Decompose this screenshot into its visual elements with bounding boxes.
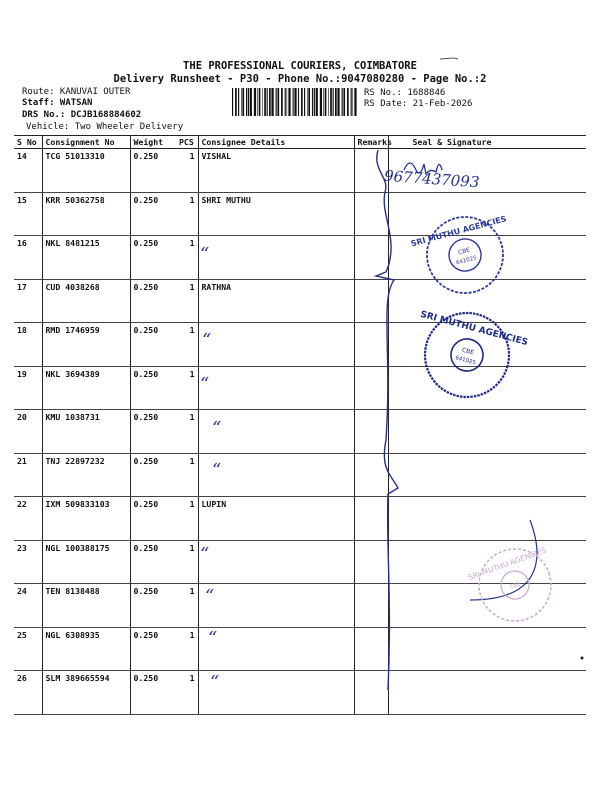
- row-consignee: VISHAL: [198, 149, 354, 193]
- col-consignee: Consignee Details: [198, 136, 354, 149]
- row-pcs: 1: [176, 192, 198, 236]
- row-remarks: [354, 279, 388, 323]
- stamp-1-name: SRI MUTHU AGENCIES: [409, 214, 508, 249]
- row-remarks: [354, 453, 388, 497]
- barcode-bar: [254, 88, 256, 116]
- row-seal: [388, 627, 586, 671]
- rs-date: RS Date: 21-Feb-2026: [364, 99, 473, 109]
- row-remarks: [354, 540, 388, 584]
- col-seal: Seal & Signature: [388, 136, 586, 149]
- barcode-bar: [312, 88, 313, 116]
- barcode: [232, 88, 357, 116]
- drs-label: DRS No.: DCJB168884602: [22, 110, 142, 120]
- barcode-bar: [330, 88, 332, 116]
- row-remarks: [354, 671, 388, 715]
- barcode-bar: [351, 88, 352, 116]
- row-pcs: 1: [176, 540, 198, 584]
- row-seal: [388, 671, 586, 715]
- barcode-bar: [307, 88, 308, 116]
- row-seal: [388, 497, 586, 541]
- row-consignment-no: NGL 6308935: [42, 627, 130, 671]
- row-consignment-no: SLM 389665594: [42, 671, 130, 715]
- row-weight: 0.250: [130, 410, 176, 454]
- row-pcs: 1: [176, 366, 198, 410]
- barcode-bar: [248, 88, 249, 116]
- row-weight: 0.250: [130, 323, 176, 367]
- row-remarks: [354, 149, 388, 193]
- ditto-mark: “: [212, 418, 222, 439]
- row-consignment-no: NGL 100388175: [42, 540, 130, 584]
- ditto-mark: “: [200, 374, 210, 395]
- ditto-mark: “: [200, 544, 210, 565]
- row-consignee: SHRI MUTHU: [198, 192, 354, 236]
- barcode-bar: [314, 88, 315, 116]
- row-sno: 26: [14, 671, 42, 715]
- barcode-bar: [264, 88, 266, 116]
- barcode-bar: [342, 88, 343, 116]
- barcode-bar: [271, 88, 273, 116]
- ditto-mark: “: [212, 460, 222, 481]
- row-sno: 20: [14, 410, 42, 454]
- table-header-row: [14, 136, 586, 149]
- handwritten-phone: 9677437093: [383, 166, 480, 192]
- table-row: [14, 671, 586, 715]
- row-consignment-no: CUD 4038268: [42, 279, 130, 323]
- table-row: [14, 236, 586, 280]
- staff-label: Staff: WATSAN: [22, 98, 93, 108]
- barcode-bar: [328, 88, 329, 116]
- barcode-bar: [354, 88, 356, 116]
- barcode-bar: [257, 88, 258, 116]
- stamp-2-name: SRI MUTHU AGENCIES: [419, 309, 529, 349]
- col-pcs: PCS: [176, 136, 198, 149]
- row-consignee: [198, 627, 354, 671]
- stamp-2-place: CBE: [461, 346, 475, 357]
- barcode-bar: [352, 88, 353, 116]
- company-title: THE PROFESSIONAL COURIERS, COIMBATORE: [183, 60, 417, 72]
- route-label: Route: KANUVAI OUTER: [22, 87, 131, 97]
- barcode-bar: [323, 88, 324, 116]
- row-seal: [388, 453, 586, 497]
- table-row: [14, 497, 586, 541]
- row-consignee: LUPIN: [198, 497, 354, 541]
- stamp-1-place: CBE: [457, 246, 471, 257]
- barcode-bar: [250, 88, 252, 116]
- row-consignee: [198, 323, 354, 367]
- row-sno: 25: [14, 627, 42, 671]
- row-pcs: 1: [176, 149, 198, 193]
- barcode-bar: [287, 88, 288, 116]
- row-weight: 0.250: [130, 279, 176, 323]
- col-consignment: Consignment No: [42, 136, 130, 149]
- row-pcs: 1: [176, 279, 198, 323]
- barcode-bar: [241, 88, 242, 116]
- barcode-bar: [343, 88, 345, 116]
- barcode-bar: [269, 88, 271, 116]
- ditto-mark: “: [208, 628, 218, 649]
- runsheet-subtitle: Delivery Runsheet - P30 - Phone No.:9047080280 - Page No.:2: [113, 73, 487, 85]
- row-sno: 17: [14, 279, 42, 323]
- row-weight: 0.250: [130, 497, 176, 541]
- row-consignee: [198, 453, 354, 497]
- ditto-mark: “: [205, 586, 215, 607]
- table-row: [14, 323, 586, 367]
- row-sno: 19: [14, 366, 42, 410]
- row-remarks: [354, 410, 388, 454]
- row-sno: 21: [14, 453, 42, 497]
- col-weight: Weight: [130, 136, 176, 149]
- barcode-bar: [294, 88, 296, 116]
- barcode-bar: [232, 88, 233, 116]
- table-row: [14, 366, 586, 410]
- row-remarks: [354, 627, 388, 671]
- table-row: [14, 627, 586, 671]
- row-consignment-no: KRR 50362758: [42, 192, 130, 236]
- barcode-bar: [333, 88, 334, 116]
- barcode-bar: [301, 88, 303, 116]
- barcode-bar: [276, 88, 277, 116]
- table-row: [14, 584, 586, 628]
- barcode-bar: [316, 88, 318, 116]
- row-remarks: [354, 323, 388, 367]
- barcode-bar: [238, 88, 239, 116]
- barcode-bar: [242, 88, 244, 116]
- row-seal: [388, 584, 586, 628]
- row-weight: 0.250: [130, 627, 176, 671]
- row-seal: [388, 323, 586, 367]
- table-row: [14, 410, 586, 454]
- row-consignment-no: KMU 1038731: [42, 410, 130, 454]
- table-row: [14, 192, 586, 236]
- row-remarks: [354, 584, 388, 628]
- row-remarks: [354, 236, 388, 280]
- row-weight: 0.250: [130, 192, 176, 236]
- row-pcs: 1: [176, 410, 198, 454]
- barcode-bar: [277, 88, 279, 116]
- stamp-3-place: CBE: [509, 581, 522, 591]
- barcode-bar: [308, 88, 310, 116]
- ditto-mark: “: [210, 672, 220, 693]
- row-consignment-no: NKL 8481215: [42, 236, 130, 280]
- barcode-bar: [325, 88, 327, 116]
- barcode-bar: [288, 88, 290, 116]
- row-sno: 23: [14, 540, 42, 584]
- row-remarks: [354, 366, 388, 410]
- table-row: [14, 453, 586, 497]
- barcode-bar: [267, 88, 268, 116]
- stamp-1-pin: 641025: [455, 255, 478, 267]
- barcode-bar: [246, 88, 247, 116]
- row-weight: 0.250: [130, 453, 176, 497]
- barcode-bar: [262, 88, 263, 116]
- row-sno: 15: [14, 192, 42, 236]
- row-weight: 0.250: [130, 584, 176, 628]
- rs-number: RS No.: 1688846: [364, 88, 446, 98]
- barcode-bar: [235, 88, 237, 116]
- stamp-3-name: SRI MUTHU AGENCIES: [466, 545, 548, 583]
- vehicle-label: Vehicle: Two Wheeler Delivery: [26, 122, 184, 132]
- row-weight: 0.250: [130, 236, 176, 280]
- row-pcs: 1: [176, 323, 198, 367]
- row-seal: [388, 366, 586, 410]
- row-consignment-no: IXM 509833103: [42, 497, 130, 541]
- barcode-bar: [347, 88, 349, 116]
- row-seal: [388, 540, 586, 584]
- row-pcs: 1: [176, 584, 198, 628]
- row-seal: [388, 192, 586, 236]
- barcode-bar: [259, 88, 261, 116]
- row-consignment-no: NKL 3694389: [42, 366, 130, 410]
- barcode-bar: [293, 88, 294, 116]
- row-consignment-no: RMD 1746959: [42, 323, 130, 367]
- barcode-bar: [285, 88, 286, 116]
- row-weight: 0.250: [130, 366, 176, 410]
- row-consignment-no: TCG 51013310: [42, 149, 130, 193]
- row-consignee: [198, 584, 354, 628]
- row-pcs: 1: [176, 236, 198, 280]
- col-remarks: Remarks: [354, 136, 388, 149]
- row-seal: [388, 279, 586, 323]
- barcode-bar: [337, 88, 339, 116]
- table-row: [14, 149, 586, 193]
- row-pcs: 1: [176, 671, 198, 715]
- row-consignee: [198, 236, 354, 280]
- row-consignment-no: TNJ 22897232: [42, 453, 130, 497]
- row-sno: 22: [14, 497, 42, 541]
- barcode-bar: [281, 88, 283, 116]
- row-sno: 16: [14, 236, 42, 280]
- barcode-bar: [298, 88, 299, 116]
- row-weight: 0.250: [130, 540, 176, 584]
- barcode-bar: [320, 88, 322, 116]
- row-consignment-no: TEN 8138488: [42, 584, 130, 628]
- ditto-mark: “: [200, 244, 210, 265]
- table-row: [14, 279, 586, 323]
- row-sno: 24: [14, 584, 42, 628]
- header-scribble: [440, 58, 458, 59]
- row-seal: [388, 236, 586, 280]
- row-seal: [388, 410, 586, 454]
- row-weight: 0.250: [130, 671, 176, 715]
- row-pcs: 1: [176, 627, 198, 671]
- row-sno: 14: [14, 149, 42, 193]
- row-sno: 18: [14, 323, 42, 367]
- stamp-2-pin: 641025: [454, 355, 477, 367]
- row-consignee: [198, 366, 354, 410]
- row-weight: 0.250: [130, 149, 176, 193]
- col-sno: S No: [14, 136, 42, 149]
- row-consignee: [198, 540, 354, 584]
- barcode-bar: [304, 88, 305, 116]
- row-pcs: 1: [176, 497, 198, 541]
- runsheet-table: [14, 135, 586, 715]
- ditto-mark: “: [202, 330, 212, 351]
- row-pcs: 1: [176, 453, 198, 497]
- barcode-bar: [335, 88, 337, 116]
- row-consignee: [198, 671, 354, 715]
- table-row: [14, 540, 586, 584]
- row-consignee: [198, 410, 354, 454]
- row-consignee: RATHNA: [198, 279, 354, 323]
- row-remarks: [354, 192, 388, 236]
- row-remarks: [354, 497, 388, 541]
